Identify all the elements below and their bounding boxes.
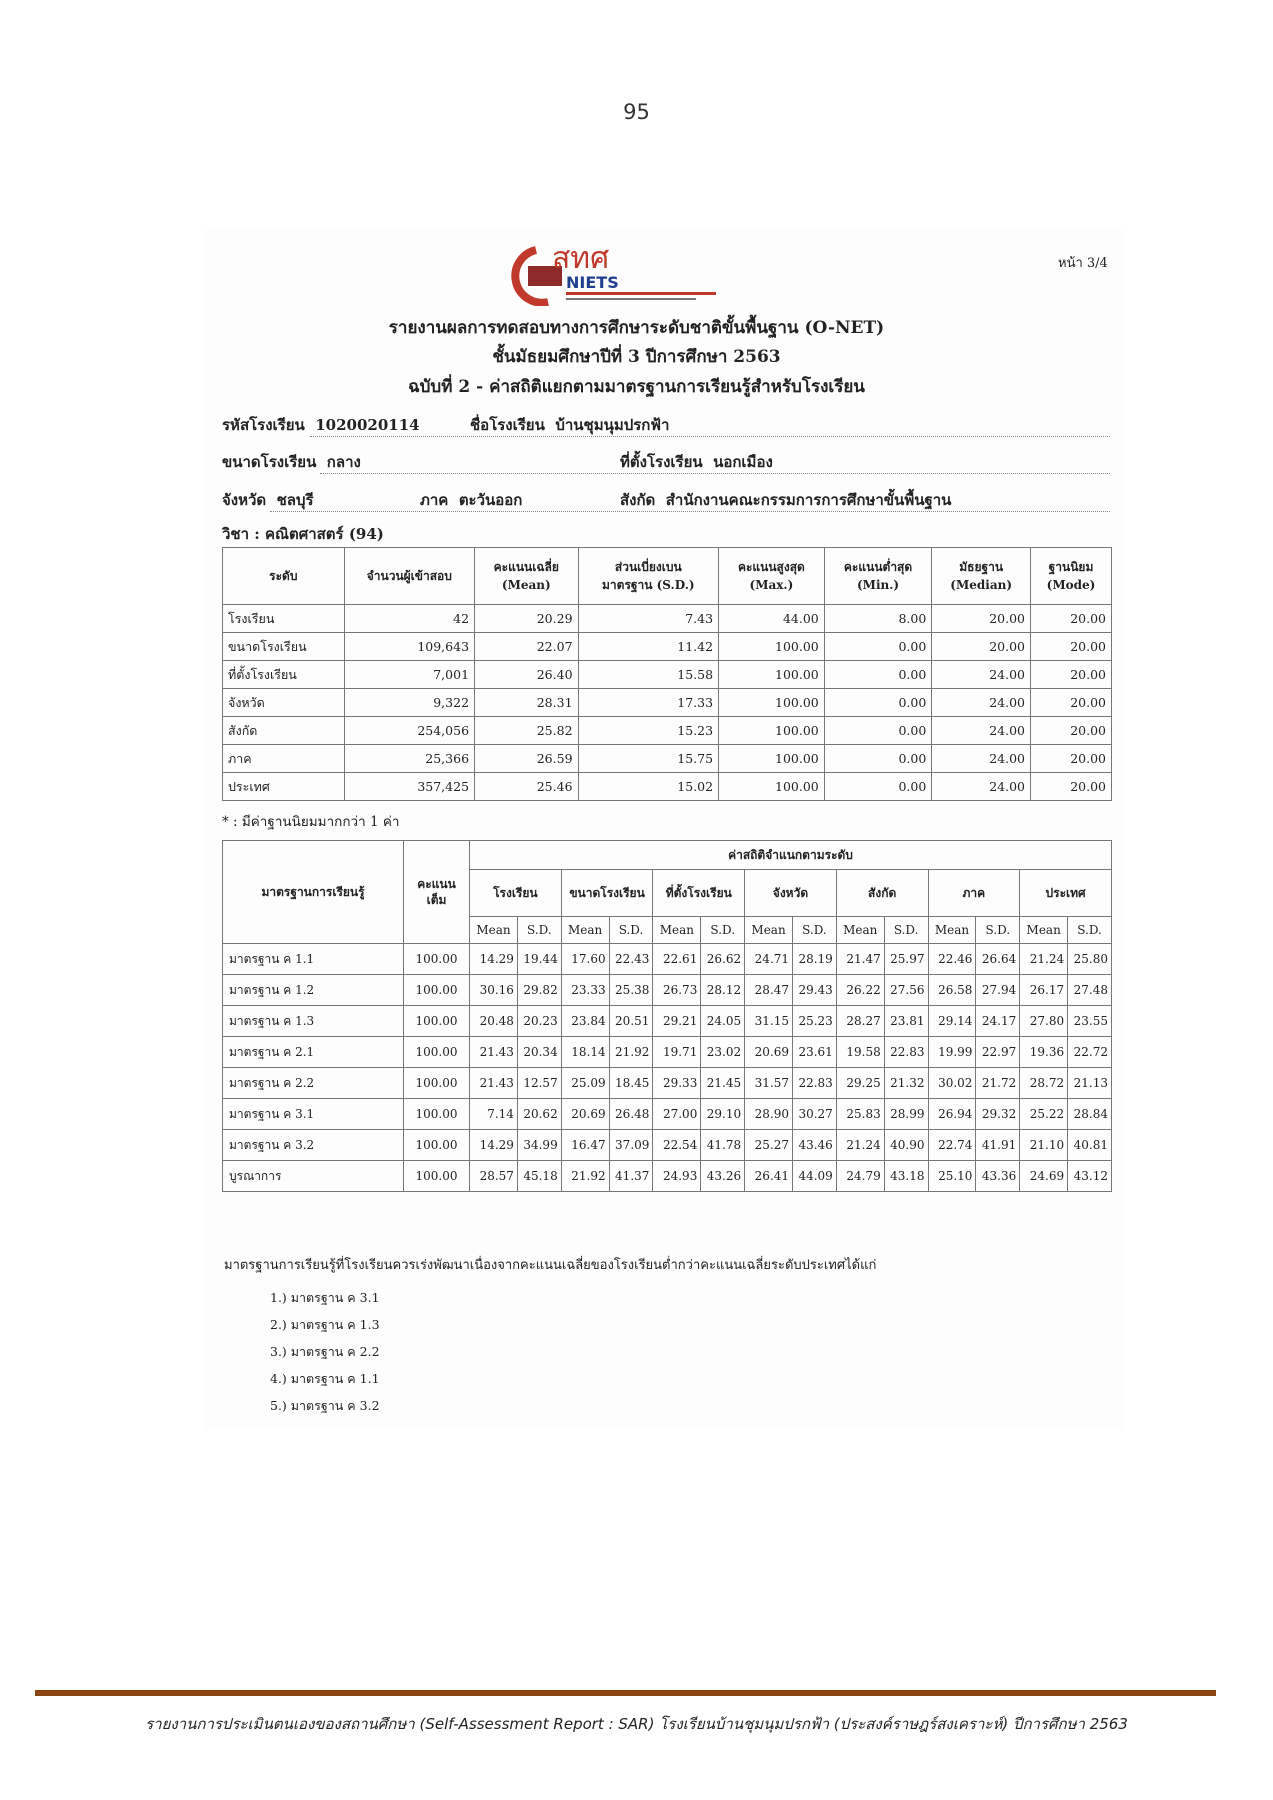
cell-value: 254,056 [344, 717, 474, 745]
sd-header: S.D. [793, 917, 837, 944]
cell-value: 15.75 [578, 745, 719, 773]
cell-value: 26.41 [745, 1161, 793, 1192]
cell-value: 21.92 [609, 1037, 653, 1068]
report-edition: ฉบับที่ 2 - ค่าสถิติแยกตามมาตรฐานการเรียนรู้สำหรับโรงเรียน [408, 377, 865, 397]
cell-value: 22.07 [475, 633, 579, 661]
cell-value: 25.83 [836, 1099, 884, 1130]
cell-value: 0.00 [824, 745, 932, 773]
cell-value: 7.14 [470, 1099, 518, 1130]
table-row [223, 773, 1112, 801]
cell-value: 21.24 [1020, 944, 1068, 975]
cell-value: 26.17 [1020, 975, 1068, 1006]
cell-value: 20.23 [517, 1006, 561, 1037]
row-label: มาตรฐาน ค 1.1 [223, 944, 404, 975]
cell-value: 100.00 [404, 1099, 470, 1130]
cell-value: 28.27 [836, 1006, 884, 1037]
level-header: จังหวัด [745, 870, 837, 917]
school-name-label: ชื่อโรงเรียน [470, 416, 545, 434]
cell-value: 23.84 [561, 1006, 609, 1037]
cell-value: 41.78 [701, 1130, 745, 1161]
cell-value: 20.34 [517, 1037, 561, 1068]
row-label: ประเทศ [223, 773, 345, 801]
weak-standards-intro: มาตรฐานการเรียนรู้ที่โรงเรียนควรเร่งพัฒนาเนื่องจากคะแนนเฉลี่ยของโรงเรียนต่ำกว่าคะแนนเฉลี่ยระดับประเทศได้แก่ [224, 1258, 877, 1273]
cell-value: 28.72 [1020, 1068, 1068, 1099]
cell-value: 20.69 [745, 1037, 793, 1068]
cell-value: 29.32 [976, 1099, 1020, 1130]
row-label: โรงเรียน [223, 605, 345, 633]
footer-text: รายงานการประเมินตนเองของสถานศึกษา (Self-Assessment Report : SAR) โรงเรียนบ้านชุมนุมปรกฟ้า (ประสงค์ราษฎร์สงเคราะห์) ปีการศึกษา 2563 [145, 1715, 1128, 1733]
cell-value: 43.46 [793, 1130, 837, 1161]
row-label: มาตรฐาน ค 1.2 [223, 975, 404, 1006]
cell-value: 40.81 [1068, 1130, 1112, 1161]
cell-value: 24.00 [932, 689, 1031, 717]
cell-value: 0.00 [824, 773, 932, 801]
weak-standard-item: 4.) มาตรฐาน ค 1.1 [270, 1371, 380, 1386]
table-row [223, 1006, 1112, 1037]
table-row [223, 633, 1112, 661]
cell-value: 14.29 [470, 1130, 518, 1161]
cell-value: 20.62 [517, 1099, 561, 1130]
column-header [1031, 548, 1112, 605]
cell-value: 43.26 [701, 1161, 745, 1192]
group-header: ค่าสถิติจำแนกตามระดับ [470, 841, 1112, 870]
cell-value: 21.72 [976, 1068, 1020, 1099]
cell-value: 15.58 [578, 661, 719, 689]
cell-value: 26.59 [475, 745, 579, 773]
svg-text:สทศ: สทศ [552, 244, 610, 276]
cell-value: 28.84 [1068, 1099, 1112, 1130]
column-header [932, 548, 1031, 605]
cell-value: 14.29 [470, 944, 518, 975]
column-header [344, 548, 474, 605]
row-label: ขนาดโรงเรียน [223, 633, 345, 661]
cell-value: 26.64 [976, 944, 1020, 975]
cell-value: 44.09 [793, 1161, 837, 1192]
cell-value: 100.00 [719, 773, 825, 801]
cell-value: 100.00 [404, 1037, 470, 1068]
cell-value: 28.19 [793, 944, 837, 975]
affiliation-row [620, 488, 951, 512]
cell-value: 357,425 [344, 773, 474, 801]
table-row [223, 975, 1112, 1006]
row-label: มาตรฐาน ค 2.1 [223, 1037, 404, 1068]
level-header: ภาค [928, 870, 1020, 917]
cell-value: 100.00 [719, 745, 825, 773]
cell-value: 19.44 [517, 944, 561, 975]
cell-value: 20.48 [470, 1006, 518, 1037]
cell-value: 12.57 [517, 1068, 561, 1099]
overall-stats-table [222, 547, 1112, 801]
cell-value: 25.46 [475, 773, 579, 801]
cell-value: 28.57 [470, 1161, 518, 1192]
weak-standard-item: 1.) มาตรฐาน ค 3.1 [270, 1290, 380, 1305]
cell-value: 23.81 [884, 1006, 928, 1037]
column-header-line1: คะแนนเฉลี่ย [493, 560, 559, 574]
cell-value: 22.61 [653, 944, 701, 975]
cell-value: 26.62 [701, 944, 745, 975]
cell-value: 43.12 [1068, 1161, 1112, 1192]
cell-value: 26.73 [653, 975, 701, 1006]
sd-header: S.D. [1068, 917, 1112, 944]
sd-header: S.D. [976, 917, 1020, 944]
cell-value: 21.92 [561, 1161, 609, 1192]
table-row [223, 1099, 1112, 1130]
province-label: จังหวัด [222, 491, 267, 509]
cell-value: 22.83 [793, 1068, 837, 1099]
cell-value: 21.47 [836, 944, 884, 975]
cell-value: 19.71 [653, 1037, 701, 1068]
cell-value: 25.22 [1020, 1099, 1068, 1130]
school-code-label: รหัสโรงเรียน [222, 416, 305, 434]
standards-stats-table [222, 840, 1112, 1192]
cell-value: 22.46 [928, 944, 976, 975]
mean-header: Mean [470, 917, 518, 944]
cell-value: 21.10 [1020, 1130, 1068, 1161]
cell-value: 100.00 [719, 661, 825, 689]
cell-value: 20.00 [932, 633, 1031, 661]
cell-value: 25.10 [928, 1161, 976, 1192]
column-header-line1: ส่วนเบี่ยงเบน [614, 560, 682, 574]
table-row [223, 661, 1112, 689]
level-header: ที่ตั้งโรงเรียน [653, 870, 745, 917]
cell-value: 20.29 [475, 605, 579, 633]
row-label: บูรณาการ [223, 1161, 404, 1192]
niets-logo [508, 244, 748, 306]
cell-value: 20.00 [932, 605, 1031, 633]
cell-value: 26.58 [928, 975, 976, 1006]
cell-value: 40.90 [884, 1130, 928, 1161]
cell-value: 27.48 [1068, 975, 1112, 1006]
school-code: 1020020114 [315, 416, 420, 434]
cell-value: 7,001 [344, 661, 474, 689]
cell-value: 23.61 [793, 1037, 837, 1068]
row-label: สังกัด [223, 717, 345, 745]
report-subtitle: ชั้นมัธยมศึกษาปีที่ 3 ปีการศึกษา 2563 [492, 347, 781, 367]
cell-value: 24.69 [1020, 1161, 1068, 1192]
cell-value: 100.00 [404, 975, 470, 1006]
mean-header: Mean [928, 917, 976, 944]
cell-value: 21.43 [470, 1068, 518, 1099]
school-size-label: ขนาดโรงเรียน [222, 453, 317, 471]
cell-value: 31.57 [745, 1068, 793, 1099]
full-score-col-header: คะแนนเต็ม [404, 841, 470, 944]
column-header-line2: (Mean) [501, 578, 551, 592]
cell-value: 20.51 [609, 1006, 653, 1037]
level-header: ประเทศ [1020, 870, 1112, 917]
cell-value: 28.90 [745, 1099, 793, 1130]
mean-header: Mean [653, 917, 701, 944]
table-row [223, 605, 1112, 633]
cell-value: 31.15 [745, 1006, 793, 1037]
cell-value: 23.55 [1068, 1006, 1112, 1037]
svg-text:NIETS: NIETS [566, 273, 619, 292]
school-name-row [470, 413, 669, 437]
cell-value: 20.00 [1031, 717, 1112, 745]
cell-value: 17.33 [578, 689, 719, 717]
cell-value: 43.36 [976, 1161, 1020, 1192]
cell-value: 41.91 [976, 1130, 1020, 1161]
region: ตะวันออก [458, 491, 523, 509]
cell-value: 18.45 [609, 1068, 653, 1099]
cell-value: 27.94 [976, 975, 1020, 1006]
cell-value: 100.00 [404, 1006, 470, 1037]
cell-value: 41.37 [609, 1161, 653, 1192]
cell-value: 19.36 [1020, 1037, 1068, 1068]
level-header: สังกัด [836, 870, 928, 917]
cell-value: 25.97 [884, 944, 928, 975]
cell-value: 28.47 [745, 975, 793, 1006]
cell-value: 100.00 [404, 944, 470, 975]
column-header-line2: (Mode) [1046, 578, 1096, 592]
row-label: มาตรฐาน ค 2.2 [223, 1068, 404, 1099]
cell-value: 25.23 [793, 1006, 837, 1037]
cell-value: 26.94 [928, 1099, 976, 1130]
cell-value: 25.80 [1068, 944, 1112, 975]
affiliation: สำนักงานคณะกรรมการการศึกษาขั้นพื้นฐาน [665, 491, 952, 509]
cell-value: 26.48 [609, 1099, 653, 1130]
cell-value: 45.18 [517, 1161, 561, 1192]
mode-note: * : มีค่าฐานนิยมมากกว่า 1 ค่า [222, 814, 400, 830]
cell-value: 29.25 [836, 1068, 884, 1099]
cell-value: 29.10 [701, 1099, 745, 1130]
mean-header: Mean [745, 917, 793, 944]
weak-standard-item: 2.) มาตรฐาน ค 1.3 [270, 1317, 380, 1332]
column-header-line2: (Median) [950, 578, 1013, 592]
mean-header: Mean [836, 917, 884, 944]
column-header [719, 548, 825, 605]
cell-value: 0.00 [824, 661, 932, 689]
cell-value: 28.12 [701, 975, 745, 1006]
cell-value: 15.23 [578, 717, 719, 745]
cell-value: 22.97 [976, 1037, 1020, 1068]
affiliation-label: สังกัด [620, 491, 656, 509]
cell-value: 22.83 [884, 1037, 928, 1068]
school-name: บ้านชุมนุมปรกฟ้า [555, 416, 670, 434]
cell-value: 100.00 [719, 689, 825, 717]
weak-standard-item: 5.) มาตรฐาน ค 3.2 [270, 1398, 380, 1413]
school-location: นอกเมือง [713, 453, 773, 471]
row-label: มาตรฐาน ค 3.2 [223, 1130, 404, 1161]
level-header: โรงเรียน [470, 870, 562, 917]
sd-header: S.D. [884, 917, 928, 944]
cell-value: 22.43 [609, 944, 653, 975]
column-header-line1: คะแนนต่ำสุด [843, 560, 913, 574]
cell-value: 21.45 [701, 1068, 745, 1099]
page-of-label: หน้า 3/4 [1058, 256, 1108, 271]
cell-value: 37.09 [609, 1130, 653, 1161]
cell-value: 20.69 [561, 1099, 609, 1130]
cell-value: 20.00 [1031, 605, 1112, 633]
cell-value: 27.00 [653, 1099, 701, 1130]
column-header-line1: ฐานนิยม [1048, 560, 1094, 574]
cell-value: 22.54 [653, 1130, 701, 1161]
school-location-row [620, 450, 773, 474]
cell-value: 24.93 [653, 1161, 701, 1192]
table-row [223, 745, 1112, 773]
cell-value: 20.00 [1031, 773, 1112, 801]
column-header [578, 548, 719, 605]
cell-value: 29.43 [793, 975, 837, 1006]
table-row [223, 1161, 1112, 1192]
cell-value: 17.60 [561, 944, 609, 975]
cell-value: 20.00 [1031, 745, 1112, 773]
cell-value: 42 [344, 605, 474, 633]
column-header-line2: มาตรฐาน (S.D.) [602, 578, 695, 592]
cell-value: 34.99 [517, 1130, 561, 1161]
column-header-line1: ระดับ [269, 569, 298, 583]
row-label: จังหวัด [223, 689, 345, 717]
column-header-line1: คะแนนสูงสุด [737, 560, 805, 574]
cell-value: 29.82 [517, 975, 561, 1006]
cell-value: 24.00 [932, 661, 1031, 689]
cell-value: 27.80 [1020, 1006, 1068, 1037]
cell-value: 24.71 [745, 944, 793, 975]
mean-header: Mean [1020, 917, 1068, 944]
standard-col-header: มาตรฐานการเรียนรู้ [223, 841, 404, 944]
province-row [222, 488, 314, 512]
cell-value: 24.79 [836, 1161, 884, 1192]
cell-value: 29.21 [653, 1006, 701, 1037]
cell-value: 0.00 [824, 689, 932, 717]
school-code-row [222, 413, 420, 437]
cell-value: 9,322 [344, 689, 474, 717]
cell-value: 11.42 [578, 633, 719, 661]
cell-value: 18.14 [561, 1037, 609, 1068]
report-title: รายงานผลการทดสอบทางการศึกษาระดับชาติขั้นพื้นฐาน (O-NET) [388, 318, 885, 338]
cell-value: 27.56 [884, 975, 928, 1006]
column-header-line2: (Max.) [749, 578, 794, 592]
cell-value: 100.00 [719, 633, 825, 661]
column-header [223, 548, 345, 605]
cell-value: 16.47 [561, 1130, 609, 1161]
region-row [420, 488, 522, 512]
cell-value: 21.32 [884, 1068, 928, 1099]
cell-value: 23.33 [561, 975, 609, 1006]
cell-value: 100.00 [404, 1130, 470, 1161]
school-size: กลาง [326, 453, 361, 471]
cell-value: 100.00 [404, 1068, 470, 1099]
subject-label: วิชา : คณิตศาสตร์ (94) [222, 525, 384, 543]
cell-value: 26.22 [836, 975, 884, 1006]
table-row [223, 689, 1112, 717]
sd-header: S.D. [609, 917, 653, 944]
row-label: มาตรฐาน ค 1.3 [223, 1006, 404, 1037]
region-label: ภาค [420, 491, 449, 509]
cell-value: 28.99 [884, 1099, 928, 1130]
cell-value: 30.27 [793, 1099, 837, 1130]
cell-value: 21.13 [1068, 1068, 1112, 1099]
cell-value: 24.00 [932, 773, 1031, 801]
weak-standard-item: 3.) มาตรฐาน ค 2.2 [270, 1344, 380, 1359]
cell-value: 24.17 [976, 1006, 1020, 1037]
column-header-line1: มัธยฐาน [959, 560, 1004, 574]
table-row [223, 1130, 1112, 1161]
level-header: ขนาดโรงเรียน [561, 870, 653, 917]
cell-value: 30.16 [470, 975, 518, 1006]
cell-value: 19.99 [928, 1037, 976, 1068]
mean-header: Mean [561, 917, 609, 944]
cell-value: 30.02 [928, 1068, 976, 1099]
cell-value: 26.40 [475, 661, 579, 689]
cell-value: 23.02 [701, 1037, 745, 1068]
cell-value: 29.14 [928, 1006, 976, 1037]
cell-value: 25.82 [475, 717, 579, 745]
school-size-row [222, 450, 361, 474]
footer-divider [35, 1690, 1216, 1696]
cell-value: 21.24 [836, 1130, 884, 1161]
column-header-line2: (Min.) [856, 578, 900, 592]
page-number: 95 [623, 100, 650, 124]
province: ชลบุรี [276, 491, 314, 509]
cell-value: 24.05 [701, 1006, 745, 1037]
column-header [824, 548, 932, 605]
cell-value: 100.00 [404, 1161, 470, 1192]
cell-value: 20.00 [1031, 661, 1112, 689]
cell-value: 15.02 [578, 773, 719, 801]
column-header-line1: จำนวนผู้เข้าสอบ [366, 569, 452, 583]
cell-value: 22.74 [928, 1130, 976, 1161]
cell-value: 28.31 [475, 689, 579, 717]
table-row [223, 1037, 1112, 1068]
row-label: ที่ตั้งโรงเรียน [223, 661, 345, 689]
sd-header: S.D. [701, 917, 745, 944]
cell-value: 25.27 [745, 1130, 793, 1161]
cell-value: 0.00 [824, 633, 932, 661]
cell-value: 25.09 [561, 1068, 609, 1099]
cell-value: 29.33 [653, 1068, 701, 1099]
school-location-label: ที่ตั้งโรงเรียน [620, 453, 703, 471]
cell-value: 100.00 [719, 717, 825, 745]
cell-value: 109,643 [344, 633, 474, 661]
cell-value: 22.72 [1068, 1037, 1112, 1068]
cell-value: 20.00 [1031, 689, 1112, 717]
cell-value: 43.18 [884, 1161, 928, 1192]
cell-value: 7.43 [578, 605, 719, 633]
cell-value: 19.58 [836, 1037, 884, 1068]
cell-value: 24.00 [932, 745, 1031, 773]
sd-header: S.D. [517, 917, 561, 944]
column-header [475, 548, 579, 605]
cell-value: 8.00 [824, 605, 932, 633]
table-row [223, 717, 1112, 745]
table-header-row [223, 548, 1112, 605]
cell-value: 25,366 [344, 745, 474, 773]
row-label: ภาค [223, 745, 345, 773]
table-row [223, 944, 1112, 975]
cell-value: 24.00 [932, 717, 1031, 745]
cell-value: 21.43 [470, 1037, 518, 1068]
cell-value: 25.38 [609, 975, 653, 1006]
cell-value: 20.00 [1031, 633, 1112, 661]
cell-value: 44.00 [719, 605, 825, 633]
row-label: มาตรฐาน ค 3.1 [223, 1099, 404, 1130]
cell-value: 0.00 [824, 717, 932, 745]
table-row [223, 1068, 1112, 1099]
